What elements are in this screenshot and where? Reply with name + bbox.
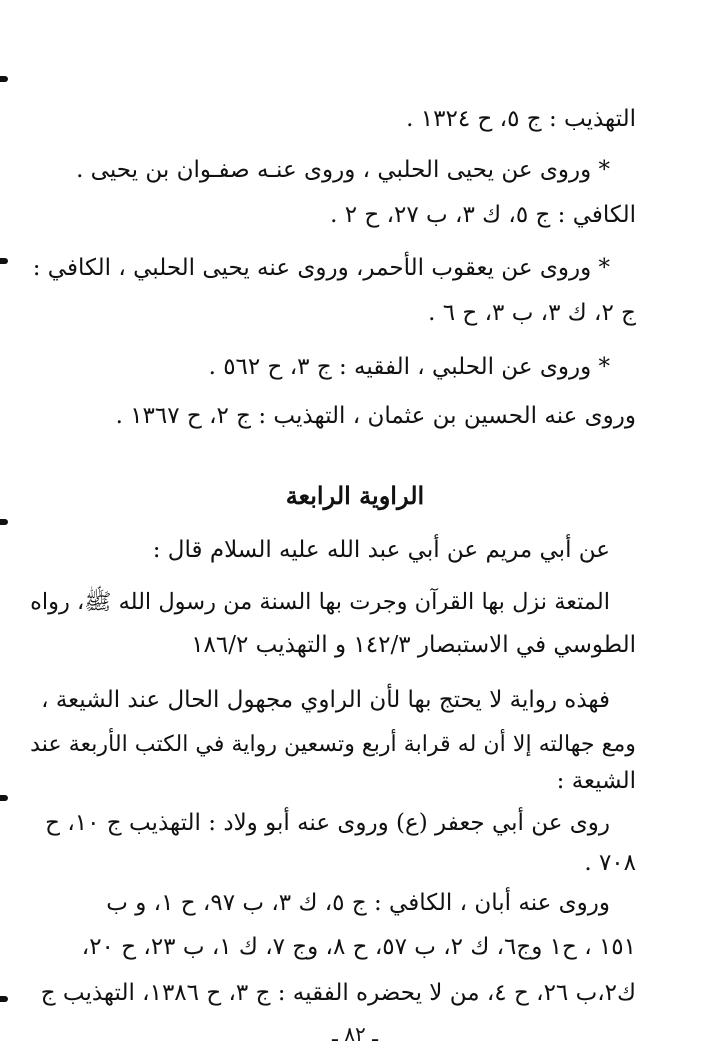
margin-mark	[0, 519, 8, 525]
text-line: الشيعة :	[556, 768, 636, 794]
text-line: وروى عنه الحسين بن عثمان ، التهذيب : ج ٢، ح ١٣٦٧ .	[115, 403, 636, 429]
section-heading: الراوية الرابعة	[285, 481, 425, 510]
page-number: ـ ٨٢ ـ	[332, 1022, 378, 1046]
margin-mark	[0, 795, 8, 801]
margin-mark	[0, 996, 8, 1002]
text-line: * وروى عن الحلبي ، الفقيه : ج ٣، ح ٥٦٢ .	[208, 354, 610, 380]
text-line: * وروى عن يعقوب الأحمر، وروى عنه يحيى الحلبي ، الكافي :	[32, 255, 610, 281]
text-line: ك٢،ب ٢٦، ح ٤، من لا يحضره الفقيه : ج ٣، ح ١٣٨٦، التهذيب ج	[40, 980, 636, 1006]
text-line: ومع جهالته إلا أن له قرابة أربع وتسعين رواية في الكتب الأربعة عند	[30, 731, 636, 757]
margin-mark	[0, 258, 8, 264]
margin-mark	[0, 76, 8, 82]
text-line: عن أبي مريم عن أبي عبد الله عليه السلام قال :	[152, 537, 610, 563]
text-line: الكافي : ج ٥، ك ٣، ب ٢٧، ح ٢ .	[330, 202, 636, 228]
text-line: التهذيب : ج ٥، ح ١٣٢٤ .	[406, 106, 636, 132]
text-line: ٧٠٨ .	[584, 850, 636, 876]
text-line: ١٥١ ، ح١ وج٦، ك ٢، ب ٥٧، ح ٨، وج ٧، ك ١، ب ٢٣، ح ٢٠،	[81, 934, 636, 960]
text-line: وروى عنه أبان ، الكافي : ج ٥، ك ٣، ب ٩٧، ح ١، و ب	[106, 890, 610, 916]
text-line: الطوسي في الاستبصار ١٤٢/٣ و التهذيب ١٨٦/٢	[191, 632, 636, 658]
text-line: المتعة نزل بها القرآن وجرت بها السنة من رسول الله ﷺ، رواه	[30, 589, 610, 615]
text-line: فهذه رواية لا يحتج بها لأن الراوي مجهول الحال عند الشيعة ،	[41, 687, 610, 713]
text-line: ج ٢، ك ٣، ب ٣، ح ٦ .	[428, 300, 636, 326]
text-line: * وروى عن يحيى الحلبي ، وروى عنـه صفـوان بن يحيى .	[76, 157, 610, 183]
text-line: روى عن أبي جعفر (ع) وروى عنه أبو ولاد : التهذيب ج ١٠، ح	[45, 810, 610, 836]
